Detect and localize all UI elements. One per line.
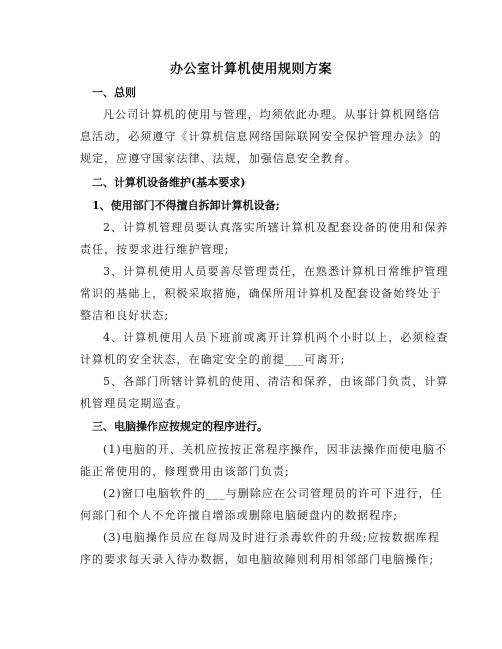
list-item-line: 常识的基础上，积极采取措施，确保所用计算机及配套设备始终处于 [80,287,442,300]
list-item-line: 能正常使用的，修理费用由该部门负责; [80,465,290,478]
paragraph-line: 规定，应遵守国家法律、法规，加强信息安全教育。 [80,152,358,165]
list-item-line: 责任，按要求进行维护管理; [80,243,230,256]
section-heading: 二、计算机设备维护(基本要求) [92,176,246,189]
paragraph-line: 息活动，必须遵守《计算机信息网络国际联网安全保护管理办法》的 [80,130,442,143]
paragraph-line: 凡公司计算机的使用与管理，均须依此办理。从事计算机网络信 [103,108,441,121]
section-heading: 一、总则 [92,86,136,99]
list-item-line: 序的要求每天录入待办数据，如电脑故障则利用相邻部门电脑操作; [80,553,435,566]
section-heading: 三、电脑操作应按规定的程序进行。 [92,420,268,433]
list-item-line: 何部门和个人不允许擅自增添或删除电脑硬盘内的数据程序; [80,509,399,522]
section-subheading: 1、使用部门不得擅自拆卸计算机设备; [92,199,280,212]
list-item-line: (3)电脑操作员应在每周及时进行杀毒软件的升级;应按数据库程 [103,531,440,544]
document-title: 办公室计算机使用规则方案 [169,62,332,77]
list-item-line: 4、计算机使用人员下班前或离开计算机两个小时以上，必须检查 [103,331,449,344]
list-item-line: 5、各部门所辖计算机的使用、清洁和保养，由该部门负责，计算 [103,375,449,388]
list-item-line: (2)窗口电脑软件的___与删除应在公司管理员的许可下进行，任 [103,487,443,500]
list-item-line: 2、计算机管理员要认真落实所辖计算机及配套设备的使用和保养 [103,221,449,234]
list-item-line: 3、计算机使用人员要善尽管理责任，在熟悉计算机日常维护管理 [103,265,449,278]
list-item-line: 整洁和良好状态; [80,309,170,322]
list-item-line: 机管理员定期巡查。 [80,397,189,410]
list-item-line: 计算机的安全状态，在确定安全的前提___可离开; [80,353,346,366]
list-item-line: (1)电脑的开、关机应按按正常程序操作，因非法操作而使电脑不 [103,443,448,456]
